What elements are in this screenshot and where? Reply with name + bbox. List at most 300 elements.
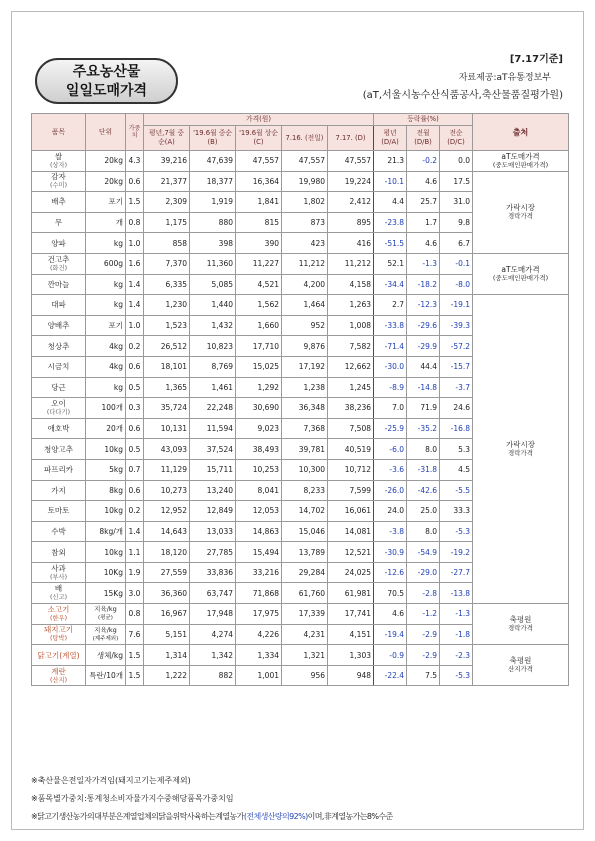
price-cell: 18,377	[190, 171, 236, 192]
price-cell: 17,948	[190, 604, 236, 625]
rate-cell: 44.4	[407, 356, 440, 377]
price-cell: 26,512	[144, 336, 190, 357]
item-name: 배 (신고)	[32, 583, 86, 604]
rate-cell: -16.8	[440, 418, 473, 439]
rate-cell: -12.6	[374, 562, 407, 583]
price-cell-current: 12,521	[328, 542, 374, 563]
rate-cell: -10.1	[374, 171, 407, 192]
rate-cell: -27.7	[440, 562, 473, 583]
rate-cell: -29.0	[407, 562, 440, 583]
price-cell: 17,339	[282, 604, 328, 625]
rate-cell: -14.8	[407, 377, 440, 398]
item-weight: 0.6	[126, 418, 144, 439]
rate-cell: 24.6	[440, 398, 473, 419]
price-cell: 10,131	[144, 418, 190, 439]
rate-cell: -54.9	[407, 542, 440, 563]
price-cell: 16,967	[144, 604, 190, 625]
rate-cell: -39.3	[440, 315, 473, 336]
rate-cell: 8.0	[407, 439, 440, 460]
price-cell: 37,524	[190, 439, 236, 460]
price-cell: 11,594	[190, 418, 236, 439]
item-weight: 7.6	[126, 624, 144, 645]
item-unit: 4kg	[86, 356, 126, 377]
price-cell: 47,639	[190, 151, 236, 172]
item-weight: 0.2	[126, 501, 144, 522]
item-name: 쌀 (상자)	[32, 151, 86, 172]
price-cell: 61,760	[282, 583, 328, 604]
title-line-2: 일일도매가격	[65, 83, 148, 99]
footnote-2: ※품목별가중치:통계청소비자물가지수중해당품목가중치임	[31, 794, 234, 803]
item-unit: 지육/kg (평균)	[86, 604, 126, 625]
item-name: 양배추	[32, 315, 86, 336]
item-weight: 1.6	[126, 253, 144, 274]
price-cell: 47,557	[282, 151, 328, 172]
item-name: 청양고추	[32, 439, 86, 460]
rate-cell: 71.9	[407, 398, 440, 419]
rate-cell: -2.8	[407, 583, 440, 604]
rate-cell: -0.1	[440, 253, 473, 274]
item-unit: 특란/10개	[86, 665, 126, 686]
price-cell-current: 47,557	[328, 151, 374, 172]
price-cell: 1,464	[282, 295, 328, 316]
price-cell: 1,461	[190, 377, 236, 398]
item-name: 가지	[32, 480, 86, 501]
price-cell: 882	[190, 665, 236, 686]
rate-cell: 4.6	[374, 604, 407, 625]
price-cell-current: 895	[328, 212, 374, 233]
price-cell: 33,836	[190, 562, 236, 583]
price-cell: 15,711	[190, 459, 236, 480]
price-cell: 5,085	[190, 274, 236, 295]
rate-cell: -1.3	[407, 253, 440, 274]
item-weight: 1.5	[126, 645, 144, 666]
price-cell-current: 12,662	[328, 356, 374, 377]
rate-cell: 9.8	[440, 212, 473, 233]
rate-cell: 2.7	[374, 295, 407, 316]
item-unit: 10Kg	[86, 562, 126, 583]
rate-cell: 31.0	[440, 192, 473, 213]
footnote-1: ※축산물은전일자가격임(돼지고기는제주제외)	[31, 776, 191, 785]
rate-cell: -1.3	[440, 604, 473, 625]
price-cell-current: 1,008	[328, 315, 374, 336]
price-cell: 1,432	[190, 315, 236, 336]
rate-cell: 21.3	[374, 151, 407, 172]
price-cell: 858	[144, 233, 190, 254]
price-cell-current: 24,025	[328, 562, 374, 583]
item-unit: 20개	[86, 418, 126, 439]
price-cell: 13,033	[190, 521, 236, 542]
table-row	[32, 295, 569, 316]
rate-cell: 1.7	[407, 212, 440, 233]
price-cell: 19,980	[282, 171, 328, 192]
item-unit: kg	[86, 233, 126, 254]
item-unit: kg	[86, 274, 126, 295]
price-cell: 9,876	[282, 336, 328, 357]
price-cell: 27,559	[144, 562, 190, 583]
item-unit: 20kg	[86, 151, 126, 172]
price-cell: 5,151	[144, 624, 190, 645]
price-cell: 39,781	[282, 439, 328, 460]
rate-cell: 4.5	[440, 459, 473, 480]
rate-cell: -3.7	[440, 377, 473, 398]
item-name: 시금치	[32, 356, 86, 377]
item-weight: 0.6	[126, 480, 144, 501]
rate-cell: 70.5	[374, 583, 407, 604]
rate-cell: 52.1	[374, 253, 407, 274]
item-weight: 1.5	[126, 665, 144, 686]
item-unit: 10kg	[86, 439, 126, 460]
item-unit: 생체/kg	[86, 645, 126, 666]
footnotes	[31, 772, 393, 826]
item-unit: 10kg	[86, 501, 126, 522]
price-cell: 4,521	[236, 274, 282, 295]
price-cell: 29,284	[282, 562, 328, 583]
price-cell-current: 1,263	[328, 295, 374, 316]
item-unit: 8kg	[86, 480, 126, 501]
price-cell-current: 38,236	[328, 398, 374, 419]
rate-cell: -1.2	[407, 604, 440, 625]
price-cell-current: 61,981	[328, 583, 374, 604]
price-cell: 7,370	[144, 253, 190, 274]
item-weight: 0.8	[126, 212, 144, 233]
rate-cell: -0.9	[374, 645, 407, 666]
price-cell: 10,253	[236, 459, 282, 480]
price-cell-current: 4,158	[328, 274, 374, 295]
price-cell: 398	[190, 233, 236, 254]
item-name: 애호박	[32, 418, 86, 439]
item-name: 청상추	[32, 336, 86, 357]
rate-cell: -1.8	[440, 624, 473, 645]
rate-cell: -29.6	[407, 315, 440, 336]
rate-cell: -2.9	[407, 645, 440, 666]
rate-cell: -29.9	[407, 336, 440, 357]
price-table	[31, 113, 569, 686]
rate-cell: 7.0	[374, 398, 407, 419]
item-unit: 개	[86, 212, 126, 233]
rate-cell: -19.1	[440, 295, 473, 316]
price-cell-current: 7,599	[328, 480, 374, 501]
item-weight: 0.5	[126, 377, 144, 398]
rate-cell: -5.5	[440, 480, 473, 501]
price-cell: 63,747	[190, 583, 236, 604]
price-cell: 880	[190, 212, 236, 233]
rate-cell: -0.2	[407, 151, 440, 172]
item-weight: 1.9	[126, 562, 144, 583]
item-weight: 1.5	[126, 192, 144, 213]
price-cell-current: 1,245	[328, 377, 374, 398]
price-cell: 10,823	[190, 336, 236, 357]
rate-cell: -5.3	[440, 665, 473, 686]
item-name: 감자 (수미)	[32, 171, 86, 192]
item-unit: 15Kg	[86, 583, 126, 604]
item-name: 양파	[32, 233, 86, 254]
price-cell: 12,053	[236, 501, 282, 522]
price-cell: 1,230	[144, 295, 190, 316]
rate-cell: -2.3	[440, 645, 473, 666]
price-cell: 33,216	[236, 562, 282, 583]
price-cell: 11,360	[190, 253, 236, 274]
rate-cell: -30.9	[374, 542, 407, 563]
price-cell-current: 416	[328, 233, 374, 254]
header-rate-group: 등락률(%)	[374, 114, 473, 126]
price-cell: 1,238	[282, 377, 328, 398]
price-cell: 71,868	[236, 583, 282, 604]
rate-cell: -3.6	[374, 459, 407, 480]
data-sources: (aT,서울시농수산식품공사,축산물품질평가원)	[362, 90, 563, 101]
price-cell-current: 17,741	[328, 604, 374, 625]
item-name: 소고기 (한우)	[32, 604, 86, 625]
item-weight: 0.8	[126, 604, 144, 625]
price-cell: 8,769	[190, 356, 236, 377]
price-cell: 14,702	[282, 501, 328, 522]
price-cell-current: 2,412	[328, 192, 374, 213]
source-cell: aT도매가격 (중도매인판매가격)	[473, 151, 569, 172]
price-cell: 11,129	[144, 459, 190, 480]
item-weight: 0.7	[126, 459, 144, 480]
rate-cell: -12.3	[407, 295, 440, 316]
price-cell: 1,440	[190, 295, 236, 316]
price-cell: 15,046	[282, 521, 328, 542]
header-col-d: 7.17. (D)	[328, 126, 374, 151]
price-cell: 4,200	[282, 274, 328, 295]
price-cell: 1,342	[190, 645, 236, 666]
price-cell: 1,001	[236, 665, 282, 686]
price-cell: 423	[282, 233, 328, 254]
header-source: 출처	[473, 114, 569, 151]
item-weight: 0.3	[126, 398, 144, 419]
rate-cell: 5.3	[440, 439, 473, 460]
price-cell: 10,273	[144, 480, 190, 501]
price-cell: 15,494	[236, 542, 282, 563]
footnote-3b: (전체생산량의92%)	[243, 812, 308, 821]
price-cell: 38,493	[236, 439, 282, 460]
price-cell: 36,360	[144, 583, 190, 604]
source-cell: 가락시장 경락가격	[473, 171, 569, 253]
rate-cell: -8.0	[440, 274, 473, 295]
item-weight: 0.2	[126, 336, 144, 357]
header-rate-month: 전월 (D/B)	[407, 126, 440, 151]
price-cell-current: 7,582	[328, 336, 374, 357]
price-cell-current: 7,508	[328, 418, 374, 439]
price-cell: 36,348	[282, 398, 328, 419]
price-cell: 1,292	[236, 377, 282, 398]
item-name: 닭고기(계열)	[32, 645, 86, 666]
rate-cell: 4.6	[407, 233, 440, 254]
footnote-3a: ※닭고기생산농가의대부분은계열업체의닭을위탁사육하는계열농가	[31, 812, 244, 821]
price-cell: 4,226	[236, 624, 282, 645]
price-cell: 7,368	[282, 418, 328, 439]
item-name: 건고추 (화건)	[32, 253, 86, 274]
item-unit: 100개	[86, 398, 126, 419]
price-cell-current: 948	[328, 665, 374, 686]
item-name: 당근	[32, 377, 86, 398]
item-unit: 포기	[86, 192, 126, 213]
price-cell: 1,841	[236, 192, 282, 213]
price-cell: 1,321	[282, 645, 328, 666]
table-row	[32, 171, 569, 192]
price-cell: 8,041	[236, 480, 282, 501]
item-name: 돼지고기 (탕박)	[32, 624, 86, 645]
item-unit: 포기	[86, 315, 126, 336]
table-row	[32, 151, 569, 172]
item-name: 무	[32, 212, 86, 233]
price-cell-current: 11,212	[328, 253, 374, 274]
item-weight: 0.6	[126, 356, 144, 377]
price-cell: 390	[236, 233, 282, 254]
item-name: 계란 (산지)	[32, 665, 86, 686]
rate-cell: 17.5	[440, 171, 473, 192]
item-name: 참외	[32, 542, 86, 563]
item-name: 파프리카	[32, 459, 86, 480]
price-cell: 22,248	[190, 398, 236, 419]
footnote-3	[31, 808, 393, 826]
price-cell: 17,710	[236, 336, 282, 357]
item-name: 토마토	[32, 501, 86, 522]
price-cell: 1,523	[144, 315, 190, 336]
header-rate-avg: 평년 (D/A)	[374, 126, 407, 151]
price-cell: 18,120	[144, 542, 190, 563]
header-col-a: 평년,7월 중순(A)	[144, 126, 190, 151]
item-unit: 10kg	[86, 542, 126, 563]
title-line-1: 주요농산물	[72, 64, 141, 80]
price-cell: 14,863	[236, 521, 282, 542]
rate-cell: -57.2	[440, 336, 473, 357]
price-cell: 18,101	[144, 356, 190, 377]
price-cell-current: 1,303	[328, 645, 374, 666]
item-unit: 600g	[86, 253, 126, 274]
reference-date: [7.17기준]	[509, 54, 563, 65]
rate-cell: 25.0	[407, 501, 440, 522]
source-cell: aT도매가격 (중도매인판매가격)	[473, 253, 569, 294]
price-cell: 8,233	[282, 480, 328, 501]
rate-cell: 25.7	[407, 192, 440, 213]
price-cell: 1,919	[190, 192, 236, 213]
rate-cell: -33.8	[374, 315, 407, 336]
rate-cell: -23.8	[374, 212, 407, 233]
item-weight: 4.3	[126, 151, 144, 172]
source-cell: 가락시장 경락가격	[473, 295, 569, 604]
rate-cell: -71.4	[374, 336, 407, 357]
price-cell: 13,789	[282, 542, 328, 563]
item-weight: 0.6	[126, 171, 144, 192]
item-unit: kg	[86, 295, 126, 316]
price-cell: 30,690	[236, 398, 282, 419]
header-col-b: '19.6월 중순(B)	[190, 126, 236, 151]
rate-cell: -6.0	[374, 439, 407, 460]
price-cell-current: 40,519	[328, 439, 374, 460]
price-cell-current: 14,081	[328, 521, 374, 542]
price-cell: 1,365	[144, 377, 190, 398]
rate-cell: 8.0	[407, 521, 440, 542]
price-cell: 815	[236, 212, 282, 233]
price-cell: 13,240	[190, 480, 236, 501]
item-weight: 3.0	[126, 583, 144, 604]
rate-cell: -31.8	[407, 459, 440, 480]
price-cell: 15,025	[236, 356, 282, 377]
rate-cell: -26.0	[374, 480, 407, 501]
price-cell: 14,643	[144, 521, 190, 542]
item-name: 수박	[32, 521, 86, 542]
price-cell: 21,377	[144, 171, 190, 192]
report-title	[35, 58, 178, 104]
header-unit: 단위	[86, 114, 126, 151]
price-cell: 47,557	[236, 151, 282, 172]
rate-cell: -15.7	[440, 356, 473, 377]
header-weight: 가중치	[126, 114, 144, 151]
item-unit: 4kg	[86, 336, 126, 357]
header-rate-period: 전순 (D/C)	[440, 126, 473, 151]
price-cell: 17,192	[282, 356, 328, 377]
price-cell: 1,175	[144, 212, 190, 233]
price-cell: 35,724	[144, 398, 190, 419]
header-col-prev: 7.16. (전일)	[282, 126, 328, 151]
item-unit: kg	[86, 377, 126, 398]
footnote-3c: 이며,非계열농가는8%수준	[307, 812, 393, 821]
data-provider: 자료제공:aT유통정보부	[458, 73, 551, 83]
price-cell-current: 16,061	[328, 501, 374, 522]
rate-cell: -34.4	[374, 274, 407, 295]
rate-cell: -3.8	[374, 521, 407, 542]
item-name: 오이 (다다기)	[32, 398, 86, 419]
rate-cell: -22.4	[374, 665, 407, 686]
price-cell: 873	[282, 212, 328, 233]
price-cell-current: 10,712	[328, 459, 374, 480]
price-cell: 6,335	[144, 274, 190, 295]
item-weight: 1.4	[126, 295, 144, 316]
item-weight: 1.4	[126, 521, 144, 542]
header-item: 품목	[32, 114, 86, 151]
rate-cell: 33.3	[440, 501, 473, 522]
price-cell: 4,274	[190, 624, 236, 645]
rate-cell: -13.8	[440, 583, 473, 604]
item-unit: 지육/kg (제주제외)	[86, 624, 126, 645]
rate-cell: -2.9	[407, 624, 440, 645]
rate-cell: 7.5	[407, 665, 440, 686]
rate-cell: -25.9	[374, 418, 407, 439]
table-row	[32, 604, 569, 625]
rate-cell: 6.7	[440, 233, 473, 254]
price-cell: 17,975	[236, 604, 282, 625]
price-cell: 2,309	[144, 192, 190, 213]
rate-cell: -5.3	[440, 521, 473, 542]
price-cell: 12,849	[190, 501, 236, 522]
price-cell: 11,227	[236, 253, 282, 274]
item-weight: 1.0	[126, 233, 144, 254]
price-cell-current: 19,224	[328, 171, 374, 192]
price-cell: 43,093	[144, 439, 190, 460]
rate-cell: 4.4	[374, 192, 407, 213]
item-name: 대파	[32, 295, 86, 316]
item-weight: 1.0	[126, 315, 144, 336]
rate-cell: 4.6	[407, 171, 440, 192]
rate-cell: -19.4	[374, 624, 407, 645]
source-cell: 축평원 산지가격	[473, 645, 569, 686]
rate-cell: -19.2	[440, 542, 473, 563]
price-cell: 1,334	[236, 645, 282, 666]
item-name: 깐마늘	[32, 274, 86, 295]
rate-cell: -30.0	[374, 356, 407, 377]
rate-cell: 24.0	[374, 501, 407, 522]
price-cell: 4,231	[282, 624, 328, 645]
item-weight: 1.4	[126, 274, 144, 295]
header-row-1	[32, 114, 569, 126]
rate-cell: -18.2	[407, 274, 440, 295]
price-cell: 1,222	[144, 665, 190, 686]
item-weight: 0.5	[126, 439, 144, 460]
table-row	[32, 253, 569, 274]
rate-cell: -8.9	[374, 377, 407, 398]
price-cell: 956	[282, 665, 328, 686]
